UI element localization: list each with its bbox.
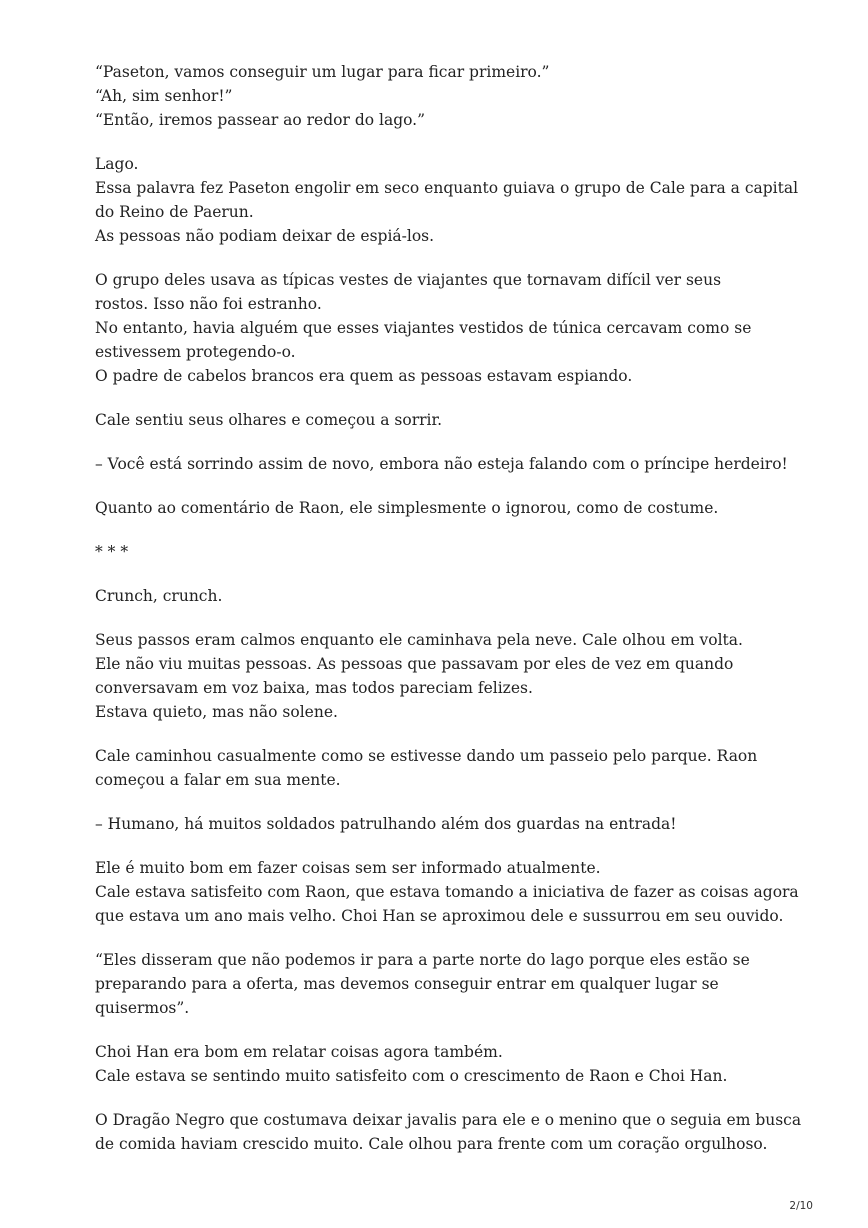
text-line: Cale sentiu seus olhares e começou a sorrir.	[95, 411, 443, 429]
text-line: estivessem protegendo-o.	[95, 343, 296, 361]
scene-break-marker: * * *	[95, 543, 129, 561]
text-line: Essa palavra fez Paseton engolir em seco enquanto guiava o grupo de Cale para a capital	[95, 179, 799, 197]
text-line: “Paseton, vamos conseguir um lugar para ficar primeiro.”	[95, 63, 550, 81]
text-line: Crunch, crunch.	[95, 587, 223, 605]
text-line: “Eles disseram que não podemos ir para a parte norte do lago porque eles estão se	[95, 951, 750, 969]
text-line: Cale caminhou casualmente como se estivesse dando um passeio pelo parque. Raon	[95, 747, 758, 765]
paragraph-15	[95, 1108, 802, 1156]
paragraph-4	[95, 408, 795, 432]
text-line: começou a falar em sua mente.	[95, 771, 341, 789]
paragraph-2	[95, 152, 799, 248]
paragraph-14	[95, 1040, 795, 1088]
paragraph-10	[95, 744, 795, 792]
text-line: Lago.	[95, 155, 139, 173]
page-number: 2/10	[789, 1200, 813, 1212]
text-line: conversavam em voz baixa, mas todos pareciam felizes.	[95, 679, 533, 697]
paragraph-9	[95, 628, 795, 724]
text-line: de comida haviam crescido muito. Cale olhou para frente com um coração orgulhoso.	[95, 1135, 768, 1153]
text-line: – Você está sorrindo assim de novo, embora não esteja falando com o príncipe herdeiro!	[95, 455, 788, 473]
text-line: do Reino de Paerun.	[95, 203, 254, 221]
text-line: Estava quieto, mas não solene.	[95, 703, 338, 721]
paragraph-12	[95, 856, 799, 928]
text-line: No entanto, havia alguém que esses viajantes vestidos de túnica cercavam como se	[95, 319, 752, 337]
text-line: preparando para a oferta, mas devemos conseguir entrar em qualquer lugar se	[95, 975, 719, 993]
text-line: Ele não viu muitas pessoas. As pessoas que passavam por eles de vez em quando	[95, 655, 734, 673]
text-line: Cale estava se sentindo muito satisfeito com o crescimento de Raon e Choi Han.	[95, 1067, 728, 1085]
text-line: “Então, iremos passear ao redor do lago.”	[95, 111, 426, 129]
text-line: Choi Han era bom em relatar coisas agora também.	[95, 1043, 503, 1061]
text-line: Seus passos eram calmos enquanto ele caminhava pela neve. Cale olhou em volta.	[95, 631, 743, 649]
text-line: “Ah, sim senhor!”	[95, 87, 233, 105]
text-line: rostos. Isso não foi estranho.	[95, 295, 322, 313]
text-line: Cale estava satisfeito com Raon, que estava tomando a iniciativa de fazer as coisas agora	[95, 883, 799, 901]
text-line: As pessoas não podiam deixar de espiá-los.	[95, 227, 435, 245]
paragraph-13	[95, 948, 795, 1020]
paragraph-3	[95, 268, 795, 388]
paragraph-1	[95, 60, 795, 132]
text-line: – Humano, há muitos soldados patrulhando além dos guardas na entrada!	[95, 815, 677, 833]
text-line: quisermos”.	[95, 999, 190, 1017]
paragraph-6	[95, 496, 795, 520]
paragraph-11	[95, 812, 795, 836]
paragraph-8	[95, 584, 795, 608]
text-line: que estava um ano mais velho. Choi Han se aproximou dele e sussurrou em seu ouvido.	[95, 907, 784, 925]
text-line: Ele é muito bom em fazer coisas sem ser informado atualmente.	[95, 859, 601, 877]
text-line: Quanto ao comentário de Raon, ele simplesmente o ignorou, como de costume.	[95, 499, 719, 517]
text-line: O padre de cabelos brancos era quem as pessoas estavam espiando.	[95, 367, 633, 385]
text-line: O grupo deles usava as típicas vestes de viajantes que tornavam difícil ver seus	[95, 271, 722, 289]
text-line: O Dragão Negro que costumava deixar javalis para ele e o menino que o seguia em busca	[95, 1111, 802, 1129]
document-body	[95, 60, 802, 1176]
scene-break	[95, 540, 795, 564]
paragraph-5	[95, 452, 795, 476]
